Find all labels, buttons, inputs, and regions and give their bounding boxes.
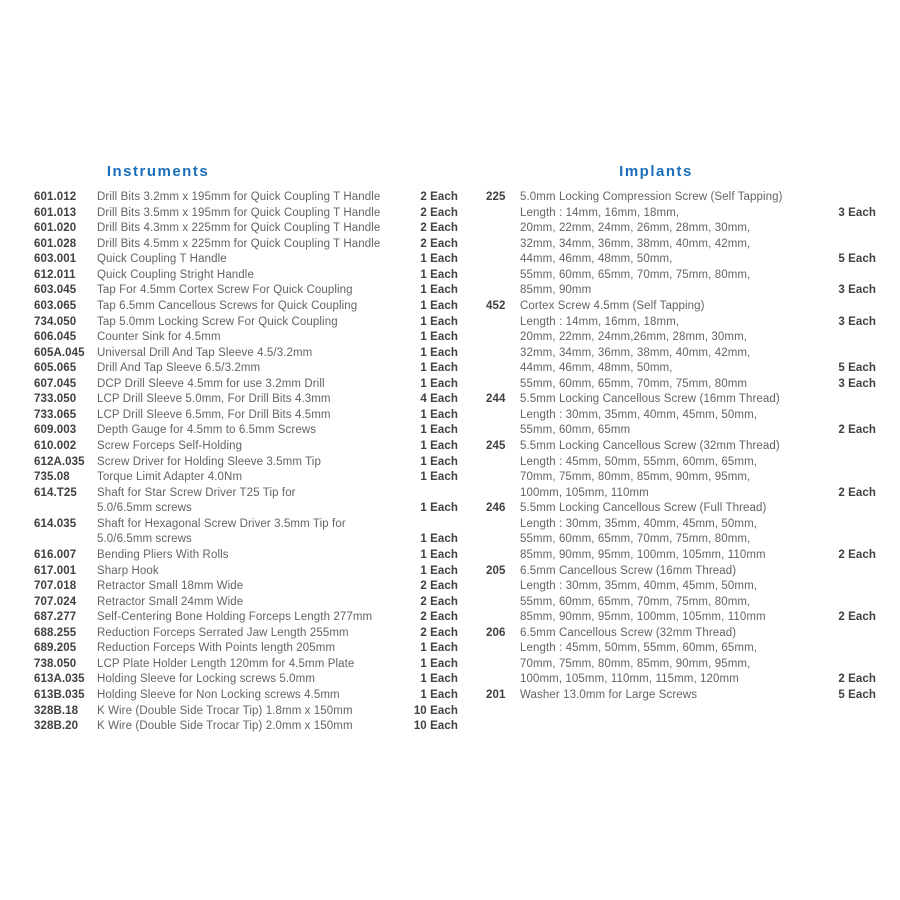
item-description: 44mm, 46mm, 48mm, 50mm, <box>520 362 673 375</box>
item-description: 5.0/6.5mm screws <box>97 533 192 546</box>
item-description: Bending Pliers With Rolls <box>97 548 229 561</box>
item-description: Reduction Forceps Serrated Jaw Length 255mm <box>97 626 349 639</box>
item-code: 612A.035 <box>34 455 85 468</box>
item-description: LCP Drill Sleeve 5.0mm, For Drill Bits 4.3mm <box>97 393 331 406</box>
item-code: 614.T25 <box>34 486 77 499</box>
item-qty: 3 Each <box>838 284 876 297</box>
item-description: Reduction Forceps With Points length 205mm <box>97 642 336 655</box>
item-description: LCP Drill Sleeve 6.5mm, For Drill Bits 4.5mm <box>97 408 331 421</box>
item-line <box>486 548 876 564</box>
item-description: Drill Bits 3.2mm x 195mm for Quick Coupling T Handle <box>97 191 381 203</box>
item-line <box>34 268 458 284</box>
item-line <box>486 455 876 471</box>
item-code: 613A.035 <box>34 673 85 686</box>
item-code: 601.012 <box>34 191 77 203</box>
item-code: 733.050 <box>34 393 77 406</box>
item-description: 55mm, 60mm, 65mm <box>520 424 631 437</box>
item-description: Drill And Tap Sleeve 6.5/3.2mm <box>97 362 261 375</box>
item-description: Self-Centering Bone Holding Forceps Length 277mm <box>97 611 373 624</box>
item-description: Length : 30mm, 35mm, 40mm, 45mm, 50mm, <box>520 517 758 530</box>
item-qty: 1 Each <box>420 502 458 515</box>
item-line <box>486 283 876 299</box>
item-line <box>486 486 876 502</box>
item-code: 601.013 <box>34 206 77 219</box>
item-qty: 1 Each <box>420 440 458 452</box>
item-line <box>486 688 876 704</box>
item-line <box>486 532 876 548</box>
item-qty: 1 Each <box>420 284 458 297</box>
item-description: 5.5mm Locking Cancellous Screw (16mm Thread) <box>520 393 780 406</box>
item-code: 328B.18 <box>34 704 79 717</box>
item-qty: 1 Each <box>420 548 458 561</box>
item-code: 245 <box>486 440 506 452</box>
item-description: 5.5mm Locking Cancellous Screw (Full Thread) <box>520 502 767 515</box>
item-description: Sharp Hook <box>97 564 159 577</box>
item-qty: 2 Each <box>420 580 458 593</box>
item-description: Screw Forceps Self-Holding <box>97 440 243 452</box>
item-line <box>34 548 458 564</box>
item-qty: 1 Each <box>420 377 458 390</box>
item-code: 689.205 <box>34 642 77 655</box>
item-code: 735.08 <box>34 471 70 484</box>
item-line <box>486 377 876 393</box>
item-line <box>34 252 458 268</box>
item-description: Counter Sink for 4.5mm <box>97 331 221 344</box>
item-description: Quick Coupling T Handle <box>97 253 227 266</box>
item-qty: 3 Each <box>838 206 876 219</box>
item-qty: 10 Each <box>413 720 458 733</box>
item-code: 738.050 <box>34 657 77 670</box>
item-qty: 2 Each <box>420 626 458 639</box>
item-qty: 1 Each <box>420 657 458 670</box>
item-line <box>486 392 876 408</box>
implants-list <box>486 190 876 704</box>
item-description: Drill Bits 3.5mm x 195mm for Quick Coupling T Handle <box>97 206 381 219</box>
item-description: 85mm, 90mm, 95mm, 100mm, 105mm, 110mm <box>520 548 766 561</box>
implants-title: Implants <box>619 163 693 180</box>
item-code: 607.045 <box>34 377 77 390</box>
item-code: 707.024 <box>34 595 77 608</box>
instruments-list <box>34 190 458 735</box>
item-line <box>34 610 458 626</box>
item-line <box>486 501 876 517</box>
item-description: 100mm, 105mm, 110mm <box>520 486 649 499</box>
item-description: 55mm, 60mm, 65mm, 70mm, 75mm, 80mm <box>520 377 748 390</box>
item-description: 70mm, 75mm, 80mm, 85mm, 90mm, 95mm, <box>520 657 751 670</box>
item-description: Shaft for Star Screw Driver T25 Tip for <box>97 486 296 499</box>
item-line <box>486 579 876 595</box>
item-code: 603.065 <box>34 299 77 312</box>
item-description: 5.5mm Locking Cancellous Screw (32mm Thread) <box>520 440 780 452</box>
item-description: K Wire (Double Side Trocar Tip) 1.8mm x 150mm <box>97 704 353 717</box>
item-qty: 2 Each <box>838 486 876 499</box>
item-line <box>34 564 458 580</box>
item-code: 687.277 <box>34 611 77 624</box>
item-description: Retractor Small 18mm Wide <box>97 580 244 593</box>
item-code: 328B.20 <box>34 720 79 733</box>
item-description: Drill Bits 4.3mm x 225mm for Quick Coupling T Handle <box>97 222 381 235</box>
item-qty: 2 Each <box>838 548 876 561</box>
item-qty: 1 Each <box>420 642 458 655</box>
item-description: Torque Limit Adapter 4.0Nm <box>97 471 243 484</box>
item-description: Length : 30mm, 35mm, 40mm, 45mm, 50mm, <box>520 408 758 421</box>
item-line <box>486 423 876 439</box>
item-code: 601.020 <box>34 222 77 235</box>
item-qty: 2 Each <box>420 595 458 608</box>
item-qty: 1 Each <box>420 533 458 546</box>
item-line <box>34 657 458 673</box>
item-description: DCP Drill Sleeve 4.5mm for use 3.2mm Drill <box>97 377 325 390</box>
item-qty: 1 Each <box>420 315 458 328</box>
item-code: 201 <box>486 689 506 701</box>
item-description: 55mm, 60mm, 65mm, 70mm, 75mm, 80mm, <box>520 533 751 546</box>
item-qty: 5 Each <box>838 689 876 701</box>
item-line <box>34 315 458 331</box>
item-code: 246 <box>486 502 506 515</box>
item-description: Washer 13.0mm for Large Screws <box>520 689 698 701</box>
item-code: 616.007 <box>34 548 77 561</box>
item-qty: 2 Each <box>420 222 458 235</box>
item-line <box>34 688 458 704</box>
item-description: 55mm, 60mm, 65mm, 70mm, 75mm, 80mm, <box>520 595 751 608</box>
item-line <box>486 626 876 642</box>
item-line <box>34 346 458 362</box>
item-description: 100mm, 105mm, 110mm, 115mm, 120mm <box>520 673 739 686</box>
item-description: Quick Coupling Stright Handle <box>97 268 254 281</box>
item-line <box>34 392 458 408</box>
item-line <box>486 237 876 253</box>
item-code: 606.045 <box>34 331 77 344</box>
item-code: 707.018 <box>34 580 77 593</box>
item-line <box>34 408 458 424</box>
item-description: Length : 30mm, 35mm, 40mm, 45mm, 50mm, <box>520 580 758 593</box>
item-line <box>34 283 458 299</box>
item-description: 55mm, 60mm, 65mm, 70mm, 75mm, 80mm, <box>520 268 751 281</box>
item-line <box>34 501 458 517</box>
item-description: 5.0mm Locking Compression Screw (Self Tapping) <box>520 191 783 203</box>
item-description: Tap 5.0mm Locking Screw For Quick Coupling <box>97 315 338 328</box>
item-description: Universal Drill And Tap Sleeve 4.5/3.2mm <box>97 346 313 359</box>
item-line <box>34 330 458 346</box>
item-qty: 5 Each <box>838 253 876 266</box>
item-qty: 4 Each <box>420 393 458 406</box>
item-code: 605A.045 <box>34 346 85 359</box>
item-description: 85mm, 90mm <box>520 284 592 297</box>
item-description: 20mm, 22mm, 24mm,26mm, 28mm, 30mm, <box>520 331 748 344</box>
item-qty: 1 Each <box>420 331 458 344</box>
item-description: 85mm, 90mm, 95mm, 100mm, 105mm, 110mm <box>520 611 766 624</box>
item-qty: 2 Each <box>420 611 458 624</box>
item-code: 225 <box>486 191 506 203</box>
item-qty: 3 Each <box>838 315 876 328</box>
item-code: 610.002 <box>34 440 77 452</box>
item-code: 452 <box>486 299 506 312</box>
item-description: Length : 45mm, 50mm, 55mm, 60mm, 65mm, <box>520 455 758 468</box>
item-description: Length : 14mm, 16mm, 18mm, <box>520 206 680 219</box>
item-description: 20mm, 22mm, 24mm, 26mm, 28mm, 30mm, <box>520 222 751 235</box>
item-line <box>34 455 458 471</box>
item-description: 6.5mm Cancellous Screw (16mm Thread) <box>520 564 737 577</box>
item-description: LCP Plate Holder Length 120mm for 4.5mm Plate <box>97 657 355 670</box>
item-qty: 2 Each <box>420 191 458 203</box>
item-line <box>486 330 876 346</box>
item-line <box>34 237 458 253</box>
item-code: 205 <box>486 564 506 577</box>
item-line <box>486 221 876 237</box>
item-line <box>486 610 876 626</box>
item-line <box>486 657 876 673</box>
item-qty: 1 Each <box>420 471 458 484</box>
item-description: Drill Bits 4.5mm x 225mm for Quick Coupling T Handle <box>97 237 381 250</box>
item-line <box>34 672 458 688</box>
item-qty: 1 Each <box>420 408 458 421</box>
item-line <box>486 299 876 315</box>
item-line <box>486 470 876 486</box>
item-line <box>34 641 458 657</box>
item-line <box>486 268 876 284</box>
item-description: Holding Sleeve for Locking screws 5.0mm <box>97 673 316 686</box>
item-code: 617.001 <box>34 564 77 577</box>
item-line <box>486 517 876 533</box>
item-line <box>34 470 458 486</box>
item-qty: 2 Each <box>838 611 876 624</box>
item-description: Retractor Small 24mm Wide <box>97 595 244 608</box>
item-qty: 1 Each <box>420 299 458 312</box>
item-description: Holding Sleeve for Non Locking screws 4.5mm <box>97 689 340 701</box>
instruments-title: Instruments <box>106 163 210 180</box>
item-line <box>486 672 876 688</box>
item-description: Screw Driver for Holding Sleeve 3.5mm Tip <box>97 455 321 468</box>
item-line <box>34 626 458 642</box>
item-line <box>34 532 458 548</box>
item-qty: 2 Each <box>838 424 876 437</box>
item-description: Tap For 4.5mm Cortex Screw For Quick Coupling <box>97 284 353 297</box>
item-qty: 1 Each <box>420 564 458 577</box>
item-line <box>34 517 458 533</box>
item-code: 206 <box>486 626 506 639</box>
item-line <box>486 346 876 362</box>
item-line <box>486 564 876 580</box>
item-qty: 1 Each <box>420 362 458 375</box>
item-description: Length : 45mm, 50mm, 55mm, 60mm, 65mm, <box>520 642 758 655</box>
item-line <box>486 252 876 268</box>
item-code: 609.003 <box>34 424 77 437</box>
item-line <box>34 190 458 206</box>
item-qty: 1 Each <box>420 268 458 281</box>
item-qty: 1 Each <box>420 455 458 468</box>
item-qty: 2 Each <box>420 206 458 219</box>
item-line <box>34 439 458 455</box>
item-description: Shaft for Hexagonal Screw Driver 3.5mm Tip for <box>97 517 346 530</box>
item-description: Tap 6.5mm Cancellous Screws for Quick Coupling <box>97 299 358 312</box>
item-code: 603.045 <box>34 284 77 297</box>
item-description: 5.0/6.5mm screws <box>97 502 192 515</box>
item-line <box>34 579 458 595</box>
item-line <box>34 377 458 393</box>
item-code: 603.001 <box>34 253 77 266</box>
item-description: K Wire (Double Side Trocar Tip) 2.0mm x 150mm <box>97 720 353 733</box>
item-description: Cortex Screw 4.5mm (Self Tapping) <box>520 299 705 312</box>
item-description: Length : 14mm, 16mm, 18mm, <box>520 315 680 328</box>
item-line <box>34 299 458 315</box>
item-qty: 1 Each <box>420 673 458 686</box>
item-code: 614.035 <box>34 517 77 530</box>
item-line <box>34 486 458 502</box>
item-line <box>486 641 876 657</box>
item-code: 733.065 <box>34 408 77 421</box>
item-qty: 1 Each <box>420 689 458 701</box>
item-line <box>34 423 458 439</box>
item-description: 32mm, 34mm, 36mm, 38mm, 40mm, 42mm, <box>520 237 751 250</box>
item-description: 6.5mm Cancellous Screw (32mm Thread) <box>520 626 737 639</box>
item-line <box>34 719 458 735</box>
item-line <box>486 595 876 611</box>
item-code: 601.028 <box>34 237 77 250</box>
item-description: Depth Gauge for 4.5mm to 6.5mm Screws <box>97 424 317 437</box>
item-line <box>486 206 876 222</box>
item-line <box>34 221 458 237</box>
item-line <box>34 704 458 720</box>
item-qty: 2 Each <box>420 237 458 250</box>
item-description: 70mm, 75mm, 80mm, 85mm, 90mm, 95mm, <box>520 471 751 484</box>
item-line <box>486 439 876 455</box>
item-line <box>34 595 458 611</box>
item-qty: 1 Each <box>420 424 458 437</box>
item-line <box>486 190 876 206</box>
item-line <box>34 361 458 377</box>
item-qty: 1 Each <box>420 253 458 266</box>
item-qty: 5 Each <box>838 362 876 375</box>
item-line <box>34 206 458 222</box>
item-code: 244 <box>486 393 506 406</box>
item-line <box>486 315 876 331</box>
item-qty: 2 Each <box>838 673 876 686</box>
item-qty: 1 Each <box>420 346 458 359</box>
item-description: 44mm, 46mm, 48mm, 50mm, <box>520 253 673 266</box>
item-qty: 3 Each <box>838 377 876 390</box>
item-line <box>486 408 876 424</box>
item-line <box>486 361 876 377</box>
item-code: 605.065 <box>34 362 77 375</box>
item-code: 613B.035 <box>34 689 85 701</box>
item-code: 734.050 <box>34 315 77 328</box>
item-code: 612.011 <box>34 268 76 281</box>
item-qty: 10 Each <box>413 704 458 717</box>
item-description: 32mm, 34mm, 36mm, 38mm, 40mm, 42mm, <box>520 346 751 359</box>
item-code: 688.255 <box>34 626 77 639</box>
